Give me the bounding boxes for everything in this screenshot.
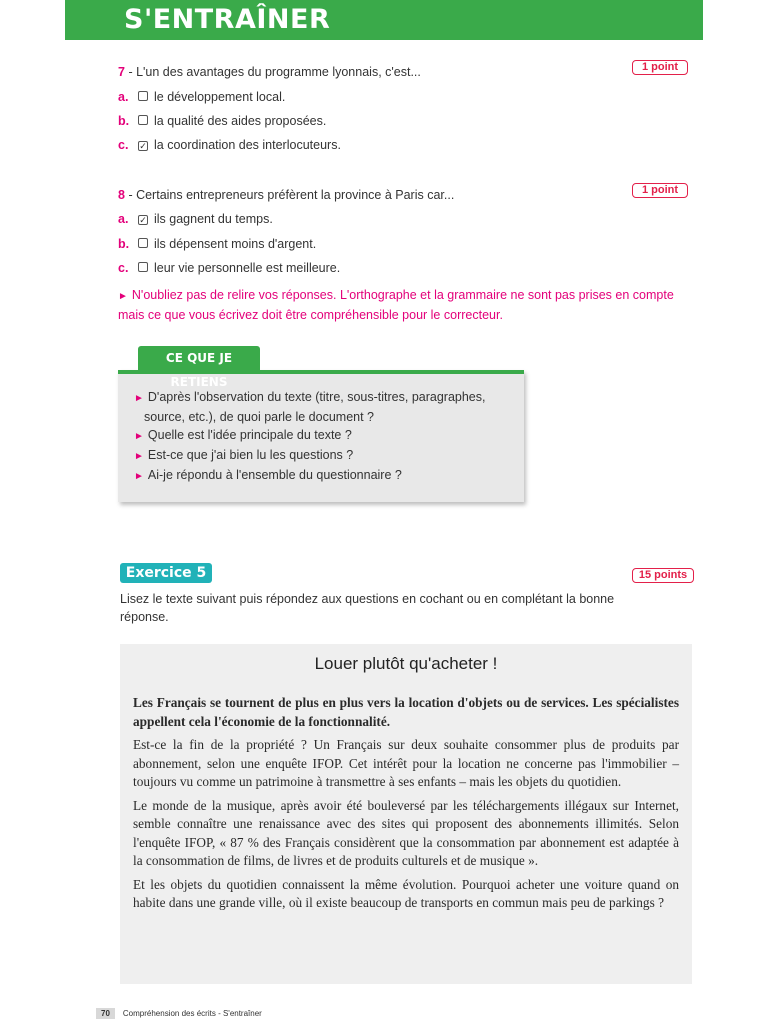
arrow-bullet-icon: ► xyxy=(134,393,144,404)
points-badge: 1 point xyxy=(632,183,688,198)
option-text: leur vie personnelle est meilleure. xyxy=(154,261,341,275)
question-text: - Certains entrepreneurs préfèrent la province à Paris car... xyxy=(128,188,455,202)
checkbox-icon[interactable] xyxy=(138,115,148,125)
option-text: la qualité des aides proposées. xyxy=(154,114,327,128)
points-badge: 15 points xyxy=(632,568,694,583)
list-item xyxy=(134,466,514,486)
article-paragraph: Est-ce la fin de la propriété ? Un Français sur deux souhaite consommer plus de produits par abonnement, selon une enquête IFOP. Cet intérêt pour la location ne concerne pas l'immobilier – toujours vu comme un patrimoine à transmettre à ses enfants – mais les objets du quotidien. xyxy=(133,737,679,789)
retiens-title: CE QUE JE RETIENS xyxy=(138,346,260,370)
option-text: ils gagnent du temps. xyxy=(154,212,273,226)
checked-checkbox-icon[interactable]: ✓ xyxy=(139,141,147,151)
article-lead: Les Français se tournent de plus en plus vers la location d'objets ou de services. Les spécialistes appellent cela l'économie de la fonctionnalité. xyxy=(133,695,679,729)
list-item xyxy=(134,446,514,466)
list-item-text: D'après l'observation du texte (titre, sous-titres, paragraphes, source, etc.), de quoi parle le document ? xyxy=(144,390,486,424)
option-7b[interactable] xyxy=(118,114,326,128)
option-8c[interactable] xyxy=(118,261,340,275)
option-letter: a. xyxy=(118,212,129,226)
article-title: Louer plutôt qu'acheter ! xyxy=(314,654,498,673)
list-item-text: Quelle est l'idée principale du texte ? xyxy=(147,428,352,442)
option-7a[interactable] xyxy=(118,90,285,104)
article-body xyxy=(133,694,679,918)
list-item-text: Ai-je répondu à l'ensemble du questionnaire ? xyxy=(147,468,402,482)
arrow-bullet-icon: ► xyxy=(134,431,144,442)
reminder-text: N'oubliez pas de relire vos réponses. L'orthographe et la grammaire ne sont pas prises en compte mais ce que vous écrivez doit être compréhensible pour le correcteur. xyxy=(118,288,674,322)
checked-checkbox-icon[interactable]: ✓ xyxy=(139,215,147,225)
list-item-text: Est-ce que j'ai bien lu les questions ? xyxy=(147,448,354,462)
option-7c[interactable] xyxy=(118,138,341,152)
option-letter: b. xyxy=(118,237,130,251)
option-letter: a. xyxy=(118,90,129,104)
reminder-note xyxy=(118,286,678,324)
points-badge: 1 point xyxy=(632,60,688,75)
list-item xyxy=(134,426,514,446)
retiens-list xyxy=(134,388,514,486)
exercise-instruction: Lisez le texte suivant puis répondez aux questions en cochant ou en complétant la bonne réponse. xyxy=(120,592,615,624)
arrow-bullet-icon: ► xyxy=(118,291,128,302)
option-text: le développement local. xyxy=(154,90,286,104)
question-number: 7 xyxy=(118,65,125,79)
question-7 xyxy=(118,65,421,79)
article-paragraph: Et les objets du quotidien connaissent la même évolution. Pourquoi acheter une voiture quand on habite dans une grande ville, où il existe beaucoup de transports en commun mais peu de parkings ? xyxy=(133,876,679,910)
checkbox-icon[interactable] xyxy=(138,238,148,248)
question-8 xyxy=(118,188,454,202)
option-text: la coordination des interlocuteurs. xyxy=(154,138,341,152)
option-letter: c. xyxy=(118,138,129,152)
exercise-badge: Exercice 5 xyxy=(120,563,212,583)
article-paragraph: Le monde de la musique, après avoir été bouleversé par les téléchargements illégaux sur Internet, semble connaître une renaissance avec des sites qui proposent des abonnements illimités. Selon l'enquête IFOP, « 87 % des Français considèrent que la consommation par abonnement est adaptée à la consommation de films, de livres et de produits culturels et de musique ». xyxy=(133,797,679,868)
checkbox-icon[interactable] xyxy=(138,262,148,272)
page-footer xyxy=(96,1008,262,1019)
arrow-bullet-icon: ► xyxy=(134,471,144,482)
option-8a[interactable] xyxy=(118,212,273,226)
option-text: ils dépensent moins d'argent. xyxy=(154,237,317,251)
question-number: 8 xyxy=(118,188,125,202)
footer-text: Compréhension des écrits - S'entraîner xyxy=(122,1009,262,1018)
option-letter: b. xyxy=(118,114,130,128)
option-8b[interactable] xyxy=(118,237,316,251)
page-number: 70 xyxy=(96,1008,115,1019)
list-item xyxy=(134,388,514,426)
page-title: S'ENTRAÎNER xyxy=(124,4,331,35)
question-text: - L'un des avantages du programme lyonnais, c'est... xyxy=(128,65,421,79)
option-letter: c. xyxy=(118,261,129,275)
checkbox-icon[interactable] xyxy=(138,91,148,101)
arrow-bullet-icon: ► xyxy=(134,451,144,462)
